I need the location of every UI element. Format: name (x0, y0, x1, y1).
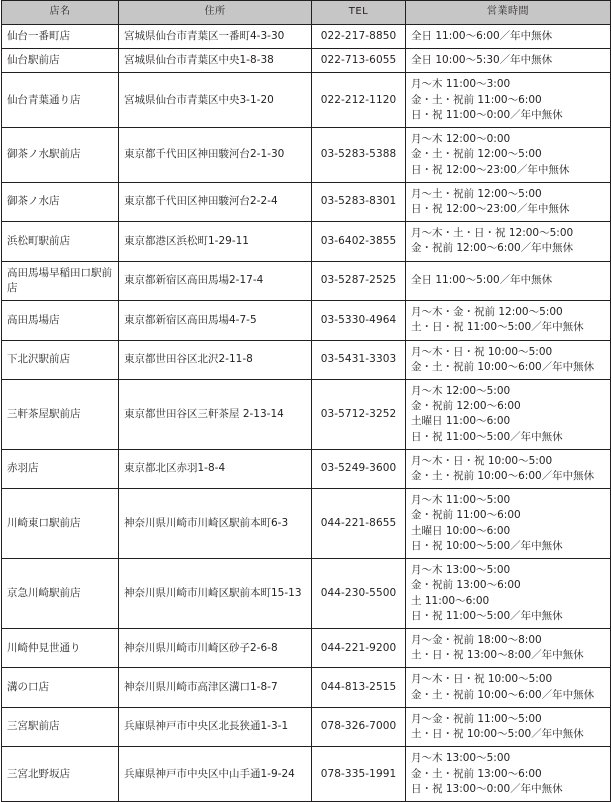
store-tel-cell: 03-6402-3855 (312, 222, 406, 261)
store-tel-cell: 044-813-2515 (312, 668, 406, 707)
store-name-cell: 仙台青葉通り店 (2, 73, 119, 128)
table-row (2, 449, 611, 488)
store-hours-line: 日・祝 13:00〜0:00／年中無休 (411, 782, 563, 795)
table-row (2, 340, 611, 379)
store-tel-cell: 022-713-6055 (312, 49, 406, 73)
column-header-hours: 営業時間 (406, 1, 611, 25)
store-tel-cell: 03-5249-3600 (312, 449, 406, 488)
table-row (2, 49, 611, 73)
store-hours-line: 金・土・祝前 13:00〜6:00 (411, 767, 542, 780)
store-address-cell: 東京都世田谷区北沢2-11-8 (119, 340, 312, 379)
table-row (2, 73, 611, 128)
table-row (2, 489, 611, 559)
store-hours-line: 金・祝前 13:00〜6:00 (411, 579, 521, 592)
store-hours-line: 土・日・祝 10:00〜5:00／年中無休 (411, 728, 584, 741)
store-name-cell: 京急川崎駅前店 (2, 559, 119, 629)
store-address-cell: 神奈川県川崎市高津区溝口1-8-7 (119, 668, 312, 707)
store-hours-line: 月〜木・日・祝 10:00〜5:00 (411, 454, 553, 467)
store-hours-cell (406, 379, 611, 449)
store-hours-line: 日・祝 11:00〜5:00／年中無休 (411, 609, 563, 622)
table-row (2, 128, 611, 183)
store-hours-line: 金・祝前 12:00〜6:00 (411, 400, 521, 413)
store-address-cell: 宮城県仙台市青葉区一番町4-3-30 (119, 25, 312, 49)
store-hours-cell (406, 73, 611, 128)
store-hours-line: 日・祝 12:00〜23:00／年中無休 (411, 163, 570, 176)
column-header-tel: TEL (312, 1, 406, 25)
store-hours-cell (406, 49, 611, 73)
table-row (2, 261, 611, 300)
store-address-cell: 東京都新宿区高田馬場2-17-4 (119, 261, 312, 300)
store-name-cell: 三宮北野坂店 (2, 747, 119, 802)
store-tel-cell: 022-217-8850 (312, 25, 406, 49)
store-hours-line: 全日 10:00〜5:30／年中無休 (411, 54, 553, 67)
store-hours-cell (406, 449, 611, 488)
store-hours-line: 金・土・祝前 11:00〜6:00 (411, 93, 542, 106)
store-hours-line: 月〜金・祝前 18:00〜8:00 (411, 634, 542, 646)
table-row (2, 222, 611, 261)
store-hours-cell (406, 489, 611, 559)
store-hours-cell (406, 629, 611, 668)
store-hours-line: 土・日・祝 13:00〜8:00／年中無休 (411, 649, 584, 662)
store-hours-line: 月〜木・日・祝 10:00〜5:00 (411, 673, 553, 686)
store-address-cell: 神奈川県川崎市川崎区駅前本町15-13 (119, 559, 312, 629)
store-hours-cell (406, 340, 611, 379)
store-hours-line: 金・土・祝前 12:00〜5:00 (411, 148, 542, 161)
store-address-cell: 兵庫県神戸市中央区中山手通1-9-24 (119, 747, 312, 802)
store-hours-line: 日・祝 10:00〜5:00／年中無休 (411, 539, 563, 552)
store-name-cell: 三軒茶屋駅前店 (2, 379, 119, 449)
table-header-row (2, 1, 611, 25)
store-list-table (1, 0, 611, 802)
store-hours-line: 月〜木・土・日・祝 12:00〜5:00 (411, 227, 574, 240)
store-hours-cell (406, 301, 611, 340)
store-tel-cell: 03-5330-4964 (312, 301, 406, 340)
store-address-cell: 東京都新宿区高田馬場4-7-5 (119, 301, 312, 340)
table-row (2, 182, 611, 221)
table-row (2, 707, 611, 746)
store-name-cell: 高田馬場店 (2, 301, 119, 340)
store-name-cell: 川崎東口駅前店 (2, 489, 119, 559)
store-hours-cell (406, 261, 611, 300)
store-hours-cell (406, 182, 611, 221)
column-header-name: 店名 (2, 1, 119, 25)
store-address-cell: 宮城県仙台市青葉区中央1-8-38 (119, 49, 312, 73)
store-name-cell: 溝の口店 (2, 668, 119, 707)
store-hours-cell (406, 747, 611, 802)
store-address-cell: 東京都千代田区神田駿河台2-1-30 (119, 128, 312, 183)
store-name-cell: 高田馬場早稲田口駅前店 (2, 261, 119, 300)
store-hours-line: 土・日・祝 11:00〜5:00／年中無休 (411, 321, 584, 334)
store-address-cell: 宮城県仙台市青葉区中央3-1-20 (119, 73, 312, 128)
store-hours-cell (406, 668, 611, 707)
store-tel-cell: 022-212-1120 (312, 73, 406, 128)
store-hours-line: 日・祝 11:00〜0:00／年中無休 (411, 108, 563, 121)
table-row (2, 629, 611, 668)
store-hours-line: 月〜木 11:00〜3:00 (411, 78, 511, 91)
store-name-cell: 三宮駅前店 (2, 707, 119, 746)
store-address-cell: 東京都世田谷区三軒茶屋 2-13-14 (119, 379, 312, 449)
store-hours-cell (406, 559, 611, 629)
store-tel-cell: 078-335-1991 (312, 747, 406, 802)
store-hours-cell (406, 222, 611, 261)
store-address-cell: 兵庫県神戸市中央区北長狭通1-3-1 (119, 707, 312, 746)
table-row (2, 301, 611, 340)
store-hours-cell (406, 25, 611, 49)
store-hours-line: 月〜木 13:00〜5:00 (411, 752, 511, 765)
store-hours-line: 土 11:00〜6:00 (411, 594, 490, 607)
store-name-cell: 仙台駅前店 (2, 49, 119, 73)
column-header-address: 住所 (119, 1, 312, 25)
store-address-cell: 神奈川県川崎市川崎区砂子2-6-8 (119, 629, 312, 668)
table-row (2, 747, 611, 802)
store-hours-line: 金・土・祝前 10:00〜6:00／年中無休 (411, 360, 595, 373)
table-header (2, 1, 611, 25)
store-tel-cell: 03-5712-3252 (312, 379, 406, 449)
store-hours-line: 月〜土・祝前 12:00〜5:00 (411, 187, 542, 200)
table-row (2, 25, 611, 49)
store-address-cell: 東京都千代田区神田駿河台2-2-4 (119, 182, 312, 221)
store-name-cell: 下北沢駅前店 (2, 340, 119, 379)
store-hours-line: 全日 11:00〜6:00／年中無休 (411, 30, 553, 42)
store-hours-line: 金・土・祝前 10:00〜6:00／年中無休 (411, 470, 595, 483)
store-hours-line: 土曜日 10:00〜6:00 (411, 524, 511, 537)
store-hours-line: 月〜木 13:00〜5:00 (411, 564, 511, 577)
store-hours-line: 日・祝 11:00〜5:00／年中無休 (411, 430, 563, 443)
store-tel-cell: 03-5283-5388 (312, 128, 406, 183)
store-name-cell: 浜松町駅前店 (2, 222, 119, 261)
store-hours-line: 全日 11:00〜5:00／年中無休 (411, 274, 553, 287)
store-hours-line: 月〜木・金・祝前 12:00〜5:00 (411, 306, 563, 319)
store-tel-cell: 078-326-7000 (312, 707, 406, 746)
store-hours-line: 金・土・祝前 10:00〜6:00／年中無休 (411, 688, 595, 701)
store-hours-line: 月〜木 11:00〜5:00 (411, 494, 511, 507)
store-hours-line: 日・祝 12:00〜23:00／年中無休 (411, 202, 570, 215)
store-address-cell: 東京都北区赤羽1-8-4 (119, 449, 312, 488)
store-tel-cell: 03-5287-2525 (312, 261, 406, 300)
store-tel-cell: 03-5431-3303 (312, 340, 406, 379)
store-hours-cell (406, 128, 611, 183)
store-name-cell: 川崎仲見世通り (2, 629, 119, 668)
store-hours-line: 月〜金・祝前 11:00〜5:00 (411, 712, 542, 725)
store-hours-line: 金・祝前 11:00〜6:00 (411, 509, 521, 522)
table-row (2, 379, 611, 449)
store-hours-cell (406, 707, 611, 746)
store-address-cell: 神奈川県川崎市川崎区駅前本町6-3 (119, 489, 312, 559)
store-name-cell: 御茶ノ水駅前店 (2, 128, 119, 183)
table-row (2, 668, 611, 707)
store-address-cell: 東京都港区浜松町1-29-11 (119, 222, 312, 261)
store-hours-line: 月〜木 12:00〜0:00 (411, 133, 511, 146)
store-hours-line: 月〜木 12:00〜5:00 (411, 384, 511, 397)
store-name-cell: 御茶ノ水店 (2, 182, 119, 221)
store-hours-line: 金・祝前 12:00〜6:00／年中無休 (411, 242, 574, 255)
store-tel-cell: 044-221-9200 (312, 629, 406, 668)
store-tel-cell: 03-5283-8301 (312, 182, 406, 221)
store-hours-line: 月〜木・日・祝 10:00〜5:00 (411, 345, 553, 358)
store-name-cell: 仙台一番町店 (2, 25, 119, 49)
store-name-cell: 赤羽店 (2, 449, 119, 488)
store-hours-line: 土曜日 11:00〜6:00 (411, 415, 511, 428)
store-tel-cell: 044-230-5500 (312, 559, 406, 629)
store-tel-cell: 044-221-8655 (312, 489, 406, 559)
table-body (2, 25, 611, 802)
table-row (2, 559, 611, 629)
